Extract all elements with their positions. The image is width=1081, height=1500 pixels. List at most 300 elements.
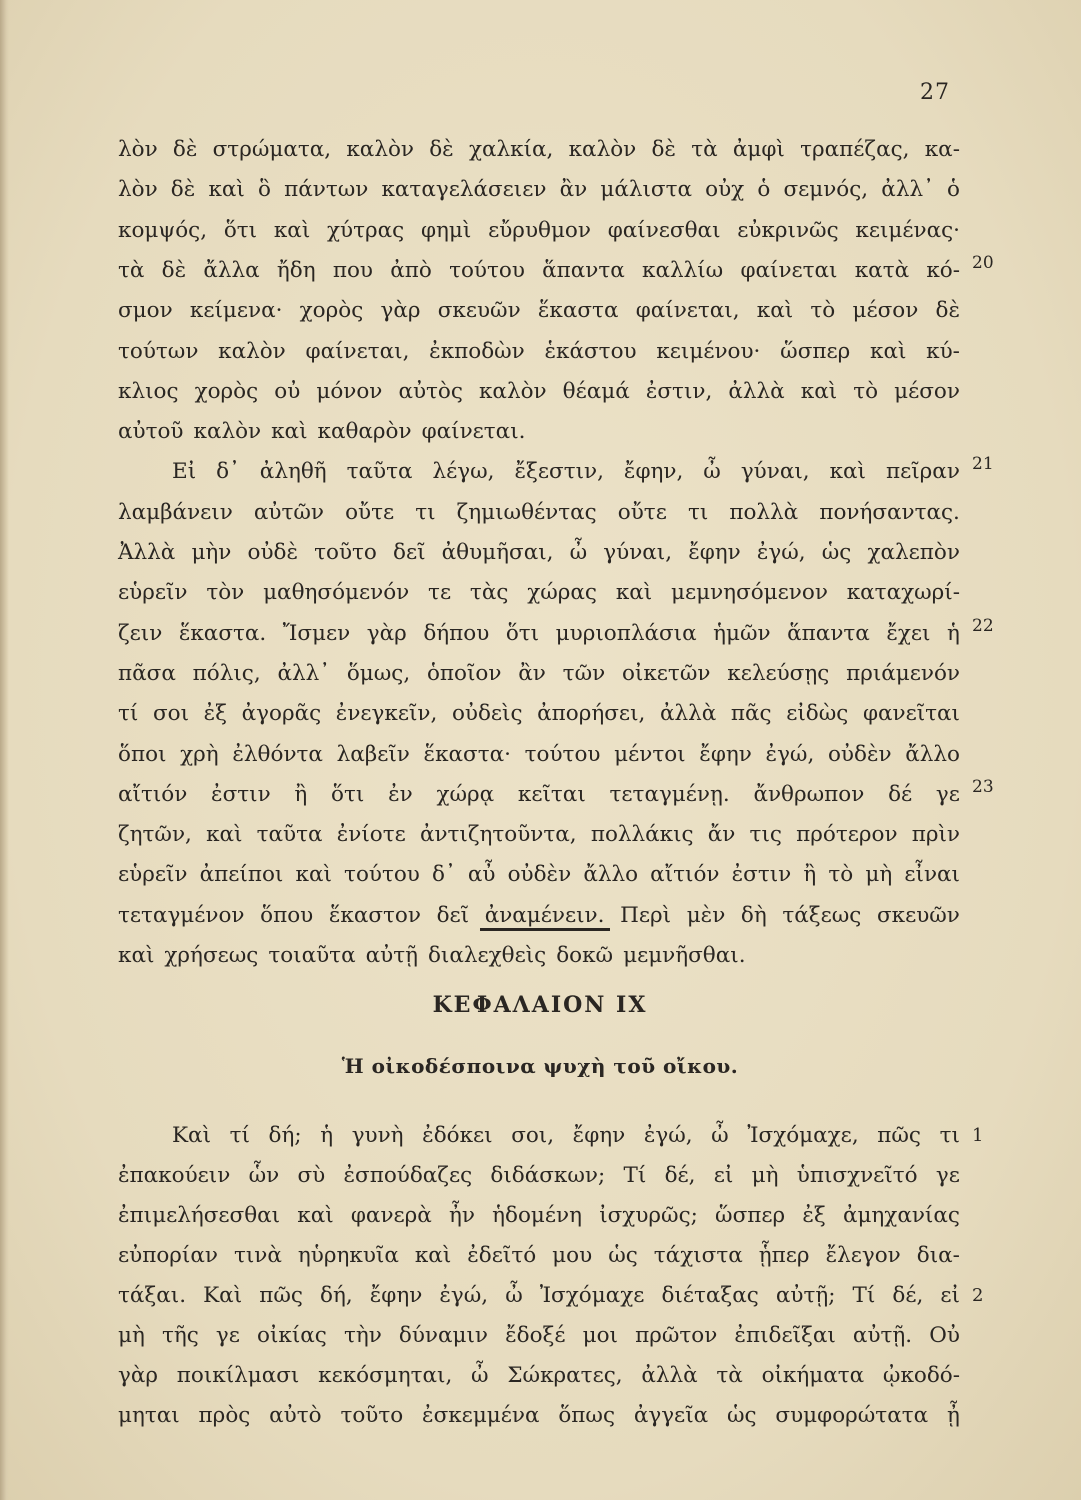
word: εὑρεῖν — [118, 862, 188, 888]
word: κελεύσῃς — [727, 660, 830, 686]
word: τὰς — [469, 580, 509, 606]
text-line — [118, 573, 960, 613]
word: Ἴσμεν — [282, 620, 351, 646]
word: πριάμενόν — [846, 660, 960, 686]
word: ἐστιν, — [645, 378, 713, 404]
word: τὸ — [810, 298, 836, 324]
word: σκευῶν — [876, 902, 960, 928]
text-line — [118, 291, 960, 331]
word: δὴ — [740, 902, 767, 928]
word: καὶ — [295, 862, 332, 888]
word: αὐτῇ; — [775, 1283, 836, 1308]
word: ἐλθόντα — [232, 741, 323, 767]
word: διδάσκων; — [490, 1163, 606, 1188]
word: πῶς — [259, 1283, 303, 1308]
word: δὲ — [161, 257, 187, 283]
word: φημὶ — [420, 217, 472, 243]
word: ὅπου — [260, 902, 314, 928]
word: τῶν — [562, 660, 606, 686]
word: δὲ — [651, 137, 676, 162]
word: μάλιστα — [600, 177, 692, 203]
word: δοκῶ — [556, 943, 614, 968]
word: ἐδόκει — [422, 1123, 493, 1148]
word: αἴτιόν — [118, 781, 188, 807]
word: ἔφην — [572, 1123, 626, 1148]
word: ἅπαντα — [542, 257, 625, 283]
word: καὶ — [208, 177, 245, 203]
text-line — [118, 372, 960, 412]
word: τι — [415, 499, 436, 525]
word: ἂν — [518, 660, 546, 686]
word: λὸν — [118, 177, 158, 203]
word: ἀληθῆ — [259, 459, 327, 485]
word: ὡς — [821, 540, 852, 565]
word: πρὸς — [198, 1403, 251, 1428]
text-line — [118, 533, 960, 573]
text-line — [172, 1116, 960, 1156]
word: ἐγώ, — [756, 540, 806, 565]
word: ὦ — [711, 1123, 729, 1148]
word: δ᾽ — [216, 459, 240, 485]
word: γύναι, — [740, 459, 810, 485]
word: δὲ — [170, 177, 196, 203]
word: τις — [749, 822, 782, 848]
word: οἰκήματα — [761, 1363, 865, 1388]
word: ᾠκοδό- — [882, 1363, 960, 1388]
word: ἄλλα — [203, 257, 260, 283]
word: ἄνθρωπον — [753, 781, 865, 807]
word: λέγω, — [432, 459, 495, 485]
word: ἀλλ᾽ — [277, 660, 331, 686]
margin-section-number: 21 — [972, 454, 994, 475]
word: εὔρυθμον — [488, 217, 591, 243]
word: Εἰ — [172, 459, 197, 485]
word: Τί — [623, 1163, 647, 1188]
word: κό- — [926, 257, 960, 283]
word: καὶ — [273, 217, 311, 243]
text-line — [118, 735, 960, 775]
word: ὡς — [608, 1243, 638, 1268]
word: ἡ — [947, 620, 960, 646]
word: μεμνησόμενον — [671, 580, 828, 606]
word: κεκόσμηται, — [318, 1363, 453, 1388]
word: δή; — [268, 1123, 302, 1148]
word: κειμένας· — [855, 217, 960, 243]
word: ὅτι — [505, 620, 540, 646]
word: ἤδη — [276, 257, 316, 283]
word: καλὸν — [478, 378, 547, 404]
word: καλὸν — [346, 137, 414, 162]
text-line — [118, 654, 960, 694]
word: πᾶς — [730, 701, 772, 727]
word: τὰ — [118, 257, 145, 283]
word: χορὸς — [194, 378, 259, 404]
word: οὔτε — [345, 499, 395, 525]
word: ἔφην — [688, 540, 741, 565]
word: ἔφην, — [623, 459, 684, 485]
word: καὶ — [829, 459, 866, 485]
word: καταχωρί- — [846, 580, 960, 606]
word: ὅπως — [558, 1403, 615, 1428]
word: ἐπακούειν — [118, 1163, 231, 1188]
word: ταῦτα — [256, 822, 323, 848]
word: ὦ — [569, 540, 588, 565]
word: ὁ — [757, 177, 771, 203]
word: μοι — [582, 1323, 618, 1348]
word: γὰρ — [118, 1363, 159, 1388]
word: ἐγώ, — [643, 1123, 693, 1148]
word: τὸν — [206, 580, 245, 606]
word: χρὴ — [180, 741, 219, 767]
word: αὐτοῦ — [118, 419, 184, 445]
word: δέ — [888, 781, 913, 807]
margin-section-number: 20 — [972, 252, 994, 273]
word: μὴν — [191, 540, 232, 565]
word: πονήσαντας. — [819, 499, 960, 525]
word: φαίνεται — [740, 257, 838, 283]
word: διέταξας — [661, 1283, 759, 1308]
word: καὶ — [756, 298, 794, 324]
text-line — [118, 855, 960, 895]
word: ὃ — [257, 177, 271, 203]
word: ὅτι — [223, 217, 258, 243]
word: καλὸν — [218, 338, 286, 364]
word: γε — [935, 1163, 960, 1188]
word: πρὶν — [911, 822, 960, 848]
word: ᾗπερ — [758, 1243, 810, 1268]
word: Καὶ — [203, 1283, 243, 1308]
word: ἐπιμελήσεσθαι — [118, 1203, 281, 1228]
word: Ἰσχόμαχε — [539, 1283, 645, 1308]
word: τοῦτο — [314, 540, 377, 565]
word: χρήσεως — [164, 943, 259, 968]
word: ἡδομένη — [492, 1203, 582, 1228]
word: ἐξ — [203, 701, 228, 727]
word: λαμβάνειν — [118, 499, 233, 525]
text-line — [118, 775, 960, 815]
word: ὦ — [703, 459, 721, 485]
word: τινὰ — [233, 1243, 282, 1268]
word: τούτου — [524, 741, 601, 767]
word: τεταγμένον — [118, 902, 245, 928]
word: αὖ — [467, 862, 496, 888]
word: γυνὴ — [351, 1123, 404, 1148]
word: ἕκαστα· — [423, 741, 511, 767]
word: οὐδὲ — [247, 540, 298, 565]
word: ἕκαστα — [537, 298, 619, 324]
word: φαίνεσθαι — [607, 217, 721, 243]
margin-section-number: 23 — [972, 776, 994, 797]
text-line — [118, 1356, 960, 1396]
word: ταῦτα — [346, 459, 413, 485]
margin-section-number: 1 — [972, 1125, 984, 1146]
word: εἰ — [940, 1283, 960, 1308]
word: ἐστιν — [731, 862, 792, 888]
word: λὸν — [118, 137, 158, 162]
word: ἔφην — [699, 741, 752, 767]
word: δέ, — [892, 1283, 924, 1308]
word: φανερὰ — [350, 1203, 432, 1228]
word: ἐγώ, — [439, 1283, 489, 1308]
text-line — [118, 1196, 960, 1236]
word: μου — [552, 1243, 593, 1268]
word: ὥσπερ — [715, 1203, 786, 1228]
word: Τί — [852, 1283, 876, 1308]
word: τι — [939, 1123, 960, 1148]
word: τάξαι. — [118, 1283, 187, 1308]
word: ἀναμένειν. — [484, 902, 605, 928]
word: πεῖραν — [885, 459, 960, 485]
word: πολλάκις — [590, 822, 694, 848]
word: ἐστιν — [211, 781, 271, 807]
text-line — [118, 1396, 960, 1436]
word: Οὐ — [929, 1323, 960, 1348]
word: ἔξεστιν, — [514, 459, 604, 485]
word: ἦν — [449, 1203, 475, 1228]
word: φαίνεται. — [421, 419, 526, 445]
text-line — [118, 1236, 960, 1276]
word: σκευῶν — [437, 298, 521, 324]
word: Περὶ — [620, 902, 672, 928]
word: καθαρὸν — [317, 419, 412, 445]
word: τοιαῦτα — [268, 943, 356, 968]
word: δήπου — [423, 620, 490, 646]
word: σμον — [118, 298, 173, 324]
word: αἴτιόν — [650, 862, 720, 888]
word: ὁποῖον — [426, 660, 502, 686]
word: πάντων — [284, 177, 369, 203]
word: ᾖ — [946, 1403, 960, 1428]
word: ζειν — [118, 620, 163, 646]
word: ἐκποδὼν — [429, 338, 525, 364]
word: δ᾽ — [432, 862, 456, 888]
word: ἐν — [388, 781, 413, 807]
word: γὰρ — [380, 298, 421, 324]
word: στρώματα, — [212, 137, 332, 162]
word: ἐνίοτε — [336, 822, 406, 848]
word: καὶ — [414, 1243, 452, 1268]
word: οὐδὲν — [827, 741, 892, 767]
word: οὐ — [274, 378, 301, 404]
word: φαίνεται, — [305, 338, 410, 364]
word: καλλίω — [642, 257, 724, 283]
word: καὶ — [297, 1203, 334, 1228]
word: πρότερον — [796, 822, 898, 848]
word: δεῖ — [436, 902, 470, 928]
word: δὲ — [429, 137, 454, 162]
word: καταγελάσειεν — [381, 177, 547, 203]
word: ἢ — [803, 862, 817, 888]
word: μέσον — [894, 378, 960, 404]
word: τε — [428, 580, 452, 606]
word: τὰ — [716, 1363, 743, 1388]
text-line — [118, 493, 960, 533]
word: σεμνός, — [783, 177, 869, 203]
word: δὲ — [172, 137, 198, 162]
word: μηται — [118, 1403, 180, 1428]
word: κομψός, — [118, 217, 208, 243]
word: καλὸν — [568, 137, 637, 162]
word: χώρᾳ — [436, 781, 495, 807]
word: αὐτῇ — [365, 943, 418, 968]
word: χαλκία, — [468, 137, 554, 162]
word: αὐτῶν — [253, 499, 324, 525]
word: ἀλλὰ — [659, 701, 717, 727]
word: ἄλλο — [905, 741, 960, 767]
word: τί — [229, 1123, 250, 1148]
word: κα- — [924, 137, 960, 162]
word: ἕκαστον — [328, 902, 421, 928]
word: ἀλλ᾽ — [881, 177, 934, 203]
page-spine-shadow — [0, 0, 9, 1500]
word: καὶ — [615, 580, 653, 606]
word: ἀντιζητοῦντα, — [419, 822, 577, 848]
word: μὴ — [118, 1323, 145, 1348]
word: ἐσκεμμένα — [422, 1403, 540, 1428]
word: τραπέζας, — [800, 137, 910, 162]
word: κείμενα· — [189, 298, 283, 324]
word: καὶ — [800, 378, 838, 404]
word: οὐδεὶς — [451, 701, 523, 727]
word: φανεῖται — [862, 701, 960, 727]
word: εὑρεῖν — [118, 580, 188, 606]
word: ἀπείποι — [199, 862, 284, 888]
word: θέαμά — [562, 378, 630, 404]
word: δέ, — [664, 1163, 696, 1188]
text-line — [118, 936, 960, 976]
word: ἀπορήσει, — [537, 701, 646, 727]
word: πῶς — [877, 1123, 921, 1148]
word: ἐσπούδαζες — [343, 1163, 473, 1188]
word: ηὑρηκυῖα — [297, 1243, 399, 1268]
text-line — [118, 130, 960, 170]
word: τούτων — [118, 338, 199, 364]
word: καλὸν — [193, 419, 262, 445]
word: ὅμως, — [346, 660, 411, 686]
text-line — [118, 614, 960, 654]
word: ἐπιδεῖξαι — [734, 1323, 836, 1348]
word: ὑπισχνεῖτό — [796, 1163, 918, 1188]
word: ζημιωθέντας — [456, 499, 597, 525]
margin-section-number: 2 — [972, 1285, 984, 1306]
word: ἡμῶν — [713, 620, 771, 646]
text-line — [118, 332, 960, 372]
word: τοῦτο — [340, 1403, 404, 1428]
word: ποικίλμασι — [176, 1363, 300, 1388]
word: ἀλλὰ — [641, 1363, 698, 1388]
word: τὸ — [853, 378, 879, 404]
chapter-title: ΚΕΦΑΛΑΙΟΝ IX — [432, 992, 648, 1018]
word: λαβεῖν — [336, 741, 410, 767]
word: οἰκίας — [257, 1323, 327, 1348]
word: γε — [215, 1323, 240, 1348]
word: ἀλλὰ — [728, 378, 785, 404]
text-line — [118, 211, 960, 251]
word: ἡ — [320, 1123, 334, 1148]
text-line — [118, 412, 960, 452]
word: σοι, — [511, 1123, 555, 1148]
word: πρῶτον — [635, 1323, 718, 1348]
word: δή, — [320, 1283, 353, 1308]
word: εἰ — [713, 1163, 734, 1188]
word: καὶ — [118, 943, 155, 968]
word: κατὰ — [854, 257, 910, 283]
word: μυριοπλάσια — [555, 620, 697, 646]
word: τούτου — [449, 257, 525, 283]
word: ὅτι — [331, 781, 365, 807]
word: ἔδοξέ — [505, 1323, 566, 1348]
word: καὶ — [271, 419, 308, 445]
word: γύναι, — [603, 540, 673, 565]
word: ἀμφὶ — [732, 137, 785, 162]
word: ἄν — [707, 822, 736, 848]
section-divider — [480, 928, 610, 931]
text-line — [118, 170, 960, 210]
word: μαθησόμενόν — [263, 580, 410, 606]
word: ἔφην — [369, 1283, 423, 1308]
text-line — [118, 815, 960, 855]
word: Ἰσχόμαχε, — [747, 1123, 859, 1148]
word: εὐπορίαν — [118, 1243, 218, 1268]
word: χώρας — [527, 580, 597, 606]
word: δια- — [916, 1243, 960, 1268]
word: εὐκρινῶς — [737, 217, 839, 243]
word: ἂν — [559, 177, 588, 203]
word: σὺ — [297, 1163, 326, 1188]
word: τῆς — [161, 1323, 199, 1348]
word: ἐξ — [802, 1203, 826, 1228]
word: τάξεως — [782, 902, 862, 928]
text-line — [118, 1156, 960, 1196]
word: ἀθυμῆσαι, — [441, 540, 554, 565]
word: οἰκετῶν — [621, 660, 711, 686]
word: μεμνῆσθαι. — [623, 943, 746, 968]
word: μόνον — [316, 378, 383, 404]
word: μέντοι — [614, 741, 686, 767]
word: χορὸς — [299, 298, 364, 324]
word: διαλεχθεὶς — [427, 943, 547, 968]
word: ἀγορᾶς — [241, 701, 322, 727]
word: φαίνεται, — [635, 298, 740, 324]
text-line — [172, 452, 960, 492]
text-line — [118, 1316, 960, 1356]
word: κεῖται — [517, 781, 586, 807]
word: τούτου — [344, 862, 420, 888]
word: ἄλλο — [583, 862, 639, 888]
text-line — [118, 251, 960, 291]
word: τάχιστα — [653, 1243, 743, 1268]
chapter-subtitle: Ἡ οἰκοδέσποινα ψυχὴ τοῦ οἴκου. — [341, 1054, 739, 1078]
word: συμφορώτατα — [775, 1403, 929, 1428]
word: ἐγώ, — [765, 741, 815, 767]
word: εἰδὼς — [786, 701, 849, 727]
word: ἅπαντα — [787, 620, 870, 646]
word: ζητῶν, — [118, 822, 192, 848]
word: οὐχ — [705, 177, 745, 203]
word: τὰ — [691, 137, 718, 162]
word: ἔχει — [886, 620, 931, 646]
word: δύναμιν — [398, 1323, 488, 1348]
word: δὲ — [935, 298, 960, 324]
word: ἔλεγον — [825, 1243, 901, 1268]
word: χαλεπὸν — [867, 540, 960, 565]
word: γὰρ — [366, 620, 407, 646]
word: τί — [118, 701, 139, 727]
word: ὦ — [505, 1283, 523, 1308]
word: μὴ — [751, 1163, 779, 1188]
word: οὔτε — [617, 499, 667, 525]
word: τι — [687, 499, 709, 525]
